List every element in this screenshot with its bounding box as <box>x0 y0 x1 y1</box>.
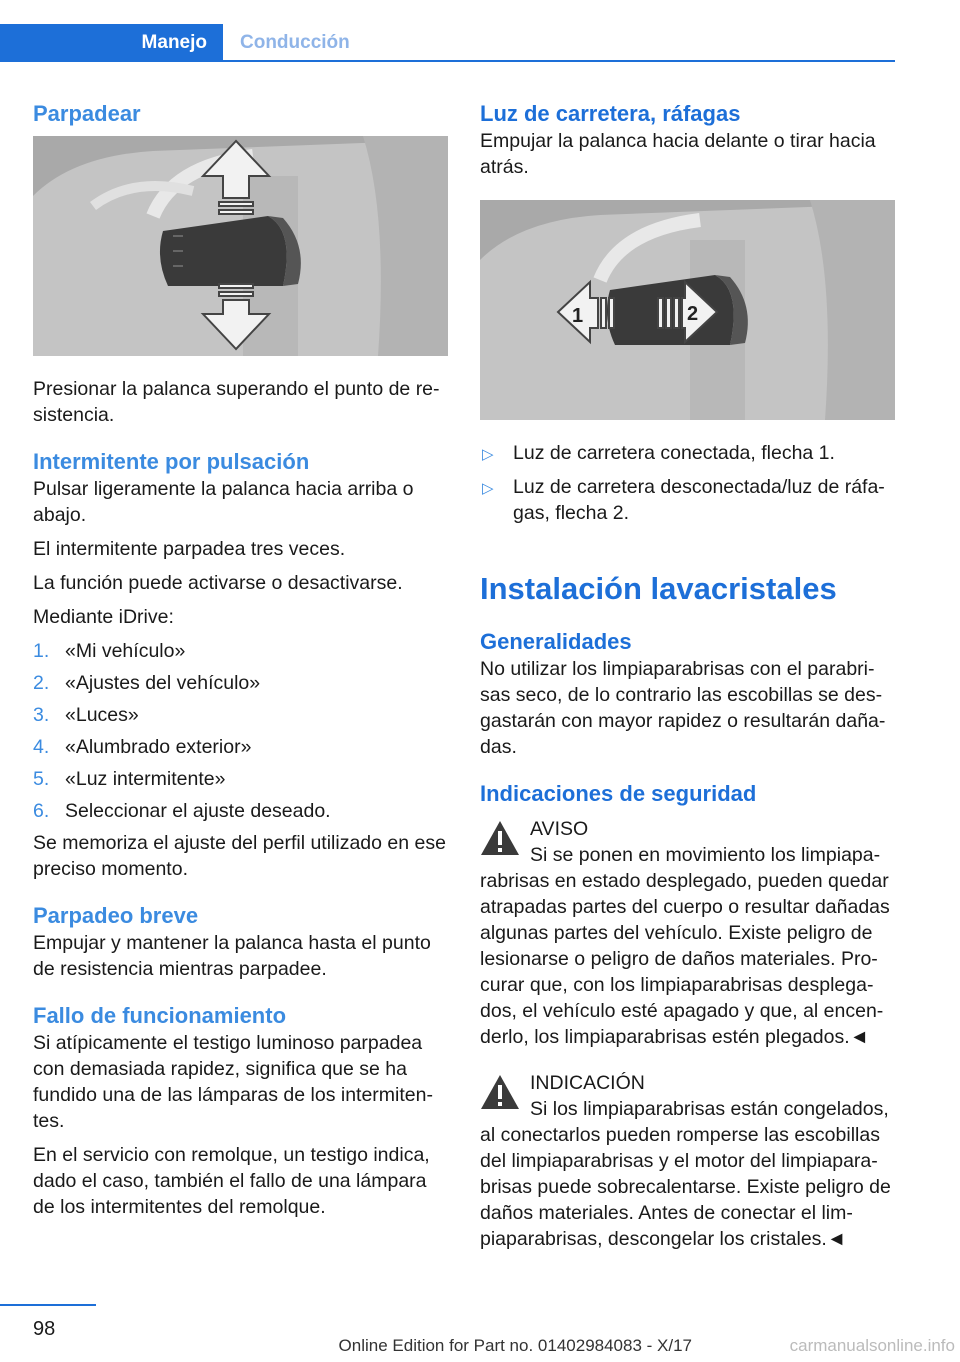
warning-title: AVISO <box>530 818 589 840</box>
paragraph-presionar: Presionar la palanca superando el punto de re‐sistencia. <box>33 378 440 426</box>
heading-parpadeo-breve: Parpadeo breve <box>33 903 199 928</box>
idrive-steps-list <box>33 638 448 824</box>
list-item: 3. «Luces» <box>33 704 139 726</box>
arrow-label-2: 2 <box>687 303 699 325</box>
warning-aviso <box>480 816 895 1050</box>
heading-instalacion-lavacristales: Instalación lavacristales <box>480 571 837 606</box>
warning-indicacion <box>480 1070 895 1252</box>
paragraph-remolque: En el servicio con remolque, un testigo indica, dado el caso, también el fallo de una lámpara de los intermitentes del remolque. <box>33 1144 430 1218</box>
page-number: 98 <box>33 1318 56 1340</box>
heading-parpadear: Parpadear <box>33 101 141 126</box>
heading-intermitente: Intermitente por pulsación <box>33 449 310 474</box>
heading-seguridad: Indicaciones de seguridad <box>480 781 757 806</box>
list-item: 2. «Ajustes del vehículo» <box>33 672 261 694</box>
paragraph-pulsar: Pulsar ligeramente la palanca hacia arriba o abajo. <box>33 478 414 526</box>
list-item: 1. «Mi vehículo» <box>33 640 186 662</box>
triangle-bullet-icon: ▷ <box>482 480 494 497</box>
list-item: 4. «Alumbrado exterior» <box>33 736 252 758</box>
warning-text-rest: rabrisas en estado desplegado, pueden quedar atrapadas partes del cuerpo o resultar dañadas algunas partes del vehículo. Existe peligro de lesionarse o peligro de daños materiales. Pro‐curar que, con los limpiaparabrisas desplega‐dos, el vehículo esté apagado y que, al encen‐derlo, los limpiaparabrisas estén plegados.◄ <box>480 870 890 1048</box>
figure-high-beam-lever <box>480 200 895 420</box>
heading-fallo: Fallo de funcionamiento <box>33 1003 287 1028</box>
edition-note: Online Edition for Part no. 01402984083 - X/17 <box>338 1336 692 1355</box>
paragraph-empujar: Empujar y mantener la palanca hasta el punto de resistencia mientras parpadee. <box>33 932 431 980</box>
paragraph-generalidades: No utilizar los limpiaparabrisas con el parabri‐sas seco, de lo contrario las escobillas se des‐gastarán con mayor rapidez o resultarán daña‐das. <box>480 658 886 758</box>
warning-text-first: Si los limpiaparabrisas están congelados, <box>530 1098 889 1120</box>
header-tabbar <box>0 24 895 62</box>
list-item: 5. «Luz intermitente» <box>33 768 226 790</box>
paragraph-idrive: Mediante iDrive: <box>33 606 174 628</box>
list-item: 6. Seleccionar el ajuste deseado. <box>33 800 331 822</box>
heading-luz-carretera: Luz de carretera, ráfagas <box>480 101 741 126</box>
warning-triangle-icon <box>480 820 520 856</box>
heading-generalidades: Generalidades <box>480 629 632 654</box>
right-column <box>480 100 895 1252</box>
paragraph-activarse: La función puede activarse o desactivarse. <box>33 572 403 594</box>
high-beam-bullets <box>480 440 895 526</box>
watermark: carmanualsonline.info <box>789 1336 955 1355</box>
warning-text-rest: al conectarlos pueden romperse las escobillas del limpiaparabrisas y el motor del limpiapara‐brisas puede sobrecalentarse. Existe peligro de daños materiales. Antes de conectar el lim‐piaparabrisas, descongelar los cristales.◄ <box>480 1124 891 1250</box>
list-item: ▷ Luz de carretera desconectada/luz de ráfa‐gas, flecha 2. <box>482 476 885 524</box>
warning-text-first: Si se ponen en movimiento los limpiapa‐ <box>530 844 881 866</box>
tab-conduccion[interactable]: Conducción <box>240 32 350 53</box>
tab-manejo[interactable]: Manejo <box>0 24 223 61</box>
triangle-bullet-icon: ▷ <box>482 446 494 463</box>
arrow-label-1: 1 <box>572 305 584 327</box>
paragraph-fallo: Si atípicamente el testigo luminoso parpadea con demasiada rapidez, significa que se ha fundido una de las lámparas de los intermiten‐tes. <box>33 1032 433 1132</box>
warning-title: INDICACIÓN <box>530 1072 645 1094</box>
list-item: ▷ Luz de carretera conectada, flecha 1. <box>480 440 895 466</box>
lever-up-down-illustration <box>33 136 448 356</box>
paragraph-empujar-palanca: Empujar la palanca hacia delante o tirar hacia atrás. <box>480 130 876 178</box>
warning-triangle-icon <box>480 1074 520 1110</box>
paragraph-tres-veces: El intermitente parpadea tres veces. <box>33 538 346 560</box>
figure-turn-signal-lever <box>33 136 448 356</box>
left-column <box>33 100 448 1220</box>
paragraph-memoriza: Se memoriza el ajuste del perfil utilizado en ese preciso momento. <box>33 832 446 880</box>
footer-divider <box>0 1304 96 1306</box>
lever-forward-back-illustration <box>480 200 895 420</box>
